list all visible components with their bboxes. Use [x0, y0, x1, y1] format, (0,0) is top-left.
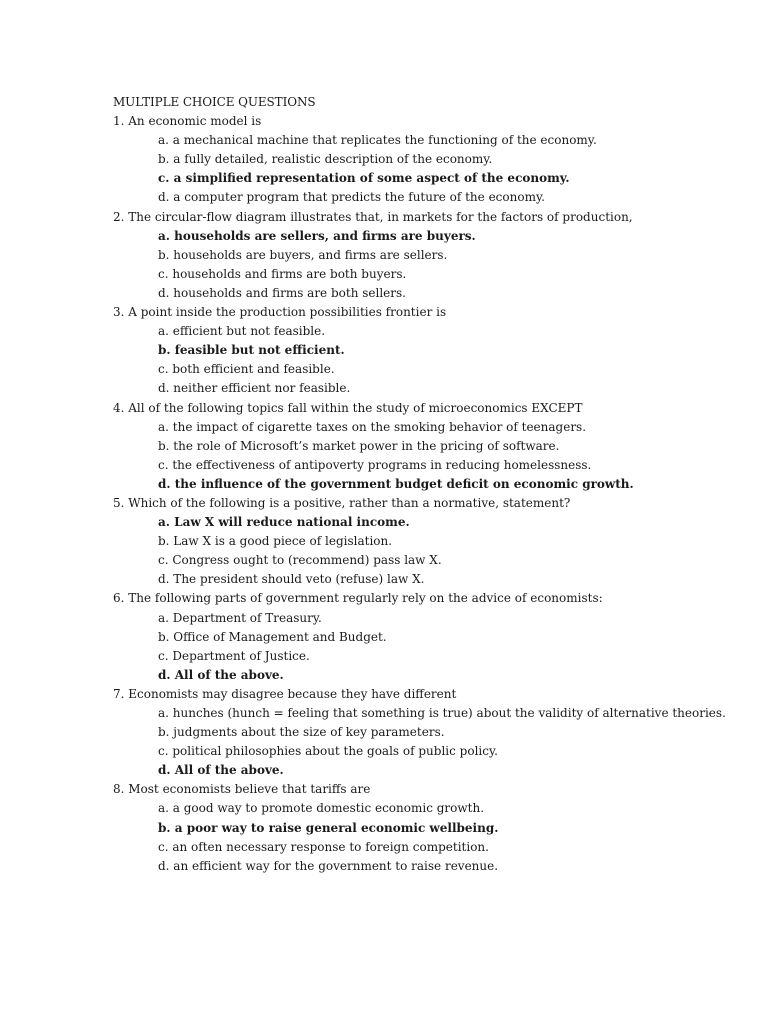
option: a. a good way to promote domestic economic growth. — [158, 801, 485, 816]
answer-option: b. feasible but not efficient. — [158, 343, 345, 358]
option: c. Department of Justice. — [158, 648, 310, 663]
answer-option: a. households are sellers, and firms are buyers. — [158, 228, 476, 243]
option: d. households and firms are both sellers. — [158, 285, 406, 300]
question-text: 2. The circular-flow diagram illustrates that, in markets for the factors of production, — [113, 209, 633, 224]
option: a. Department of Treasury. — [158, 610, 322, 625]
question-block — [113, 780, 753, 875]
option-list — [113, 704, 753, 780]
answer-option: d. All of the above. — [158, 667, 284, 682]
document-body — [113, 93, 753, 876]
question-text: 4. All of the following topics fall within the study of microeconomics EXCEPT — [113, 400, 583, 415]
option: d. The president should veto (refuse) law X. — [158, 572, 425, 587]
question-block — [113, 399, 753, 494]
option-list — [113, 322, 753, 398]
question-text: 3. A point inside the production possibilities frontier is — [113, 305, 447, 320]
answer-option: d. the influence of the government budget deficit on economic growth. — [158, 476, 634, 491]
option: a. hunches (hunch = feeling that something is true) about the validity of alternative theories. — [158, 706, 726, 720]
question-text: 1. An economic model is — [113, 114, 262, 129]
option-list — [113, 131, 753, 207]
question-block — [113, 208, 753, 303]
question-text: 5. Which of the following is a positive, rather than a normative, statement? — [113, 495, 571, 510]
option: c. political philosophies about the goals of public policy. — [158, 744, 498, 759]
option: c. Congress ought to (recommend) pass law X. — [158, 553, 442, 568]
option: c. both efficient and feasible. — [158, 362, 335, 377]
question-block — [113, 685, 753, 780]
option: a. efficient but not feasible. — [158, 324, 326, 339]
answer-option: c. a simplified representation of some aspect of the economy. — [158, 171, 570, 186]
option: a. the impact of cigarette taxes on the smoking behavior of teenagers. — [158, 419, 587, 434]
option: b. the role of Microsoft’s market power in the pricing of software. — [158, 438, 560, 453]
option-list — [113, 227, 753, 303]
option: c. households and firms are both buyers. — [158, 266, 407, 281]
answer-option: b. a poor way to raise general economic wellbeing. — [158, 820, 499, 835]
option: c. the effectiveness of antipoverty programs in reducing homelessness. — [158, 457, 592, 472]
option: b. Law X is a good piece of legislation. — [158, 534, 393, 549]
question-block — [113, 494, 753, 589]
answer-option: a. Law X will reduce national income. — [158, 515, 410, 530]
option: b. a fully detailed, realistic description of the economy. — [158, 152, 493, 167]
option: c. an often necessary response to foreign competition. — [158, 839, 489, 854]
question-block — [113, 303, 753, 398]
page-heading: MULTIPLE CHOICE QUESTIONS — [113, 95, 316, 109]
question-text: 8. Most economists believe that tariffs are — [113, 782, 371, 797]
question-block — [113, 589, 753, 684]
option-list — [113, 513, 753, 589]
option-list — [113, 609, 753, 685]
question-block — [113, 112, 753, 207]
answer-option: d. All of the above. — [158, 763, 284, 778]
question-text: 7. Economists may disagree because they have different — [113, 686, 457, 701]
option-list — [113, 418, 753, 494]
option-list — [113, 799, 753, 875]
option: b. Office of Management and Budget. — [158, 629, 387, 644]
option: b. judgments about the size of key parameters. — [158, 725, 445, 740]
option: b. households are buyers, and firms are sellers. — [158, 247, 448, 262]
option: d. neither efficient nor feasible. — [158, 381, 351, 396]
question-list — [113, 112, 753, 876]
question-text: 6. The following parts of government regularly rely on the advice of economists: — [113, 591, 603, 606]
option: d. a computer program that predicts the future of the economy. — [158, 190, 545, 205]
option: a. a mechanical machine that replicates the functioning of the economy. — [158, 133, 597, 148]
option: d. an efficient way for the government to raise revenue. — [158, 858, 499, 873]
